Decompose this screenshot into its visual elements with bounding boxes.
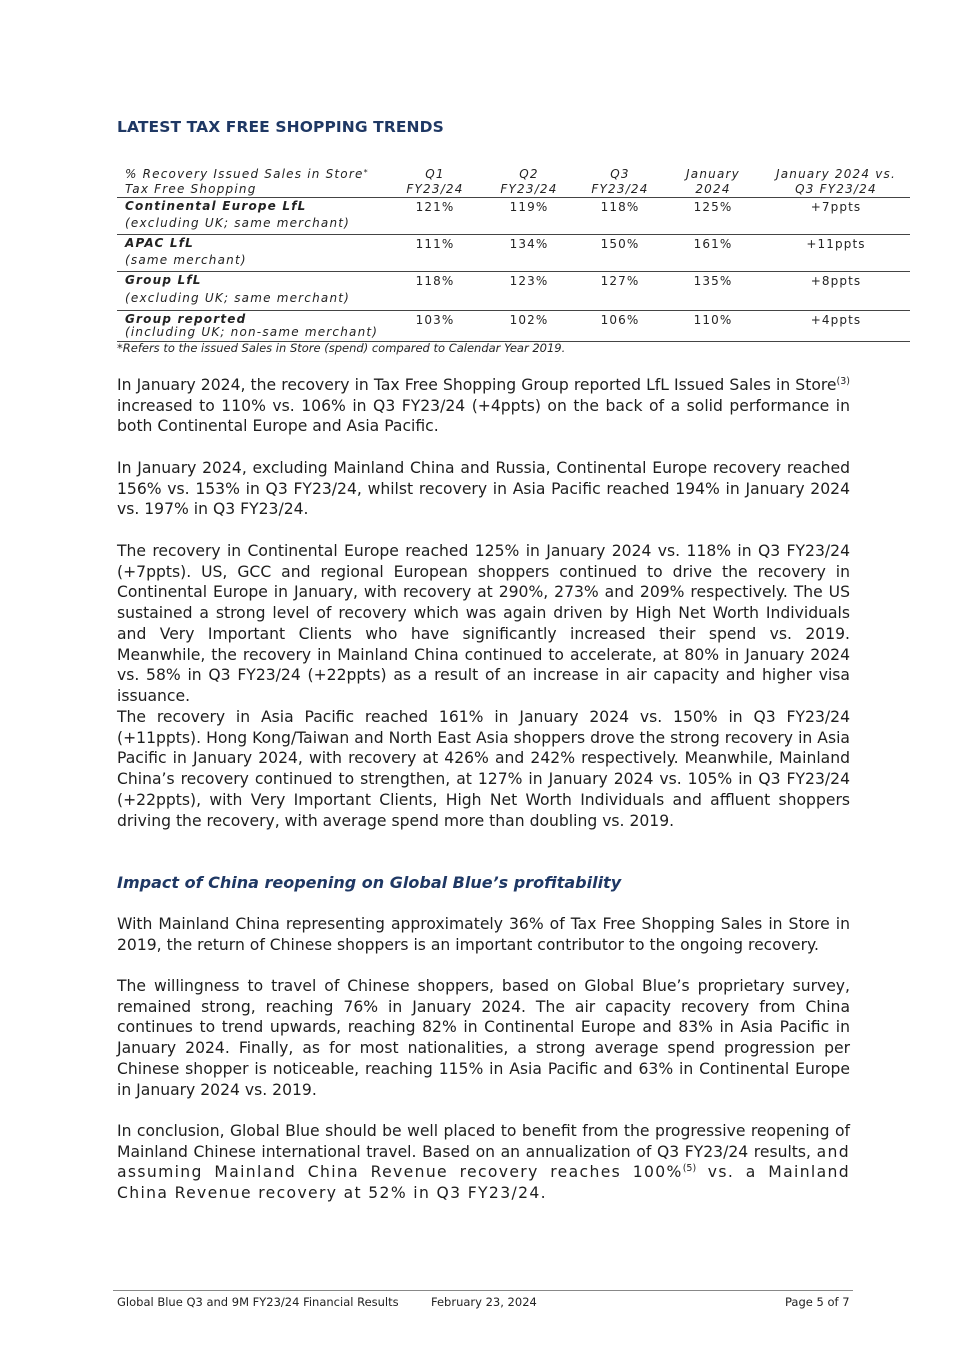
- paragraph-text: increased to 110% vs. 106% in Q3 FY23/24 (+4ppts) on the back of a solid performance in both Continental Europe and Asia Pacific.: [117, 396, 850, 436]
- header-q3-line1: Q3: [610, 167, 630, 181]
- row-sublabel: (excluding UK; same merchant): [125, 216, 351, 230]
- cell-january: 135%: [693, 274, 733, 288]
- cell-vs: +7ppts: [810, 200, 862, 214]
- footnote-ref: (5): [682, 1163, 697, 1175]
- paragraph-willingness: The willingness to travel of Chinese shoppers, based on Global Blue’s proprietary survey, remained strong, reaching 76% in January 2024. The air capacity recovery from China continues to trend upwards, reaching 82% in Continental Europe and 83% in Asia Pacific in January 2024. Finally, as for most nationalities, a strong average spend progression per Chinese shopper is noticeable, reaching 115% in Asia Pacific and 63% in Continental Europe in January 2024 vs. 2019.: [117, 977, 850, 1099]
- row-sublabel: (excluding UK; same merchant): [125, 291, 351, 305]
- header-q2: [479, 167, 579, 197]
- cell-q3: 150%: [600, 237, 640, 251]
- cell-q2: 119%: [509, 200, 549, 214]
- table-footnote: *Refers to the issued Sales in Store (spend) compared to Calendar Year 2019.: [117, 341, 566, 355]
- paragraph-text: In conclusion, Global Blue should be well placed to benefit from the progressive reopening of Mainland Chinese international travel. Based on an annualization of Q3 FY23/24 results,: [117, 1122, 850, 1161]
- header-vs: [762, 167, 910, 197]
- header-q1-line2: FY23/24: [406, 182, 464, 196]
- row-sublabel: (including UK; non-same merchant): [125, 325, 379, 339]
- header-metric-line1: % Recovery Issued Sales in Store: [125, 167, 364, 181]
- subheading-china-impact: Impact of China reopening on Global Blue’s profitability: [117, 873, 622, 892]
- header-jan-line2: 2024: [695, 182, 731, 196]
- footnote-ref: (3): [836, 375, 850, 387]
- recovery-table: [117, 165, 910, 342]
- row-sublabel: (same merchant): [125, 253, 247, 267]
- header-metric-line2: Tax Free Shopping: [125, 182, 257, 196]
- cell-january: 161%: [693, 237, 733, 251]
- cell-q1: 103%: [415, 313, 455, 327]
- paragraph-text: and assuming Mainland China Revenue recovery reaches 100%: [117, 1142, 851, 1182]
- paragraph-text: In January 2024, the recovery in Tax Free Shopping Group reported LfL Issued Sales in Store: [117, 376, 837, 394]
- header-q2-line1: Q2: [519, 167, 539, 181]
- header-q1-line1: Q1: [425, 167, 445, 181]
- header-q3-line2: FY23/24: [591, 182, 649, 196]
- cell-q2: 102%: [509, 313, 549, 327]
- paragraph-asia-pacific: The recovery in Asia Pacific reached 161% in January 2024 vs. 150% in Q3 FY23/24 (+11ppts). Hong Kong/Taiwan and North East Asia shoppers drove the strong recovery in Asia Pacific in January 2024, with recovery at 426% and 242% respectively. Meanwhile, Mainland China’s recovery continued to strengthen, at 127% in January 2024 vs. 105% in Q3 FY23/24 (+22ppts), with Very Important Clients, High Net Worth Individuals and affluent shoppers driving the recovery, with average spend more than doubling vs. 2019.: [117, 708, 850, 830]
- cell-q2: 134%: [509, 237, 549, 251]
- cell-january: 110%: [693, 313, 733, 327]
- row-label: Group reported: [125, 312, 247, 326]
- cell-q1: 118%: [415, 274, 455, 288]
- cell-vs: +4ppts: [810, 313, 862, 327]
- cell-vs: +11ppts: [806, 237, 866, 251]
- row-label: APAC LfL: [125, 236, 194, 250]
- cell-q1: 111%: [415, 237, 455, 251]
- paragraph-group-recovery: [117, 375, 850, 437]
- header-q2-line2: FY23/24: [500, 182, 558, 196]
- table-header-row: [117, 165, 910, 198]
- header-vs-line2: Q3 FY23/24: [795, 182, 877, 196]
- table-row: [117, 311, 910, 342]
- table-row: [117, 272, 910, 311]
- table-row: [117, 235, 910, 272]
- cell-january: 125%: [693, 200, 733, 214]
- row-label: Continental Europe LfL: [125, 199, 307, 213]
- footer-divider: [113, 1290, 853, 1291]
- cell-q3: 127%: [600, 274, 640, 288]
- paragraph-text: vs. a Mainland China Revenue recovery at 52% in Q3 FY23/24.: [117, 1163, 851, 1203]
- header-q1: [385, 167, 485, 197]
- header-january: [663, 167, 763, 197]
- section-title: LATEST TAX FREE SHOPPING TRENDS: [117, 118, 444, 136]
- footer-page-number: Page 5 of 7: [785, 1295, 850, 1309]
- paragraph-excluding-china: In January 2024, excluding Mainland China and Russia, Continental Europe recovery reached 156% vs. 153% in Q3 FY23/24, whilst recovery in Asia Pacific reached 194% in January 2024 vs. 197% in Q3 FY23/24.: [117, 459, 850, 519]
- header-jan-line1: January: [686, 167, 740, 181]
- cell-q2: 123%: [509, 274, 549, 288]
- paragraph-conclusion: [117, 1121, 850, 1204]
- paragraph-continental-europe: The recovery in Continental Europe reached 125% in January 2024 vs. 118% in Q3 FY23/24 (+7ppts). US, GCC and regional European shoppers continued to drive the recovery in Continental Europe in January, with recovery at 290%, 273% and 209% respectively. The US sustained a strong level of recovery which was again driven by High Net Worth Individuals and Very Important Clients who have significantly increased their spend vs. 2019. Meanwhile, the recovery in Mainland China continued to accelerate, at 80% in January 2024 vs. 58% in Q3 FY23/24 (+22ppts) as a result of an increase in air capacity and higher visa issuance.: [117, 542, 850, 705]
- footer-date: February 23, 2024: [431, 1295, 537, 1309]
- header-q3: [570, 167, 670, 197]
- header-metric-star: *: [363, 168, 369, 177]
- table-row: [117, 198, 910, 235]
- cell-q1: 121%: [415, 200, 455, 214]
- footer-title: Global Blue Q3 and 9M FY23/24 Financial Results: [117, 1295, 399, 1309]
- header-metric: [125, 167, 369, 197]
- header-vs-line1: January 2024 vs.: [775, 167, 897, 181]
- cell-q3: 106%: [600, 313, 640, 327]
- cell-vs: +8ppts: [810, 274, 862, 288]
- paragraph-mainland-share: With Mainland China representing approximately 36% of Tax Free Shopping Sales in Store in 2019, the return of Chinese shoppers is an important contributor to the ongoing recovery.: [117, 915, 850, 954]
- cell-q3: 118%: [600, 200, 640, 214]
- row-label: Group LfL: [125, 273, 202, 287]
